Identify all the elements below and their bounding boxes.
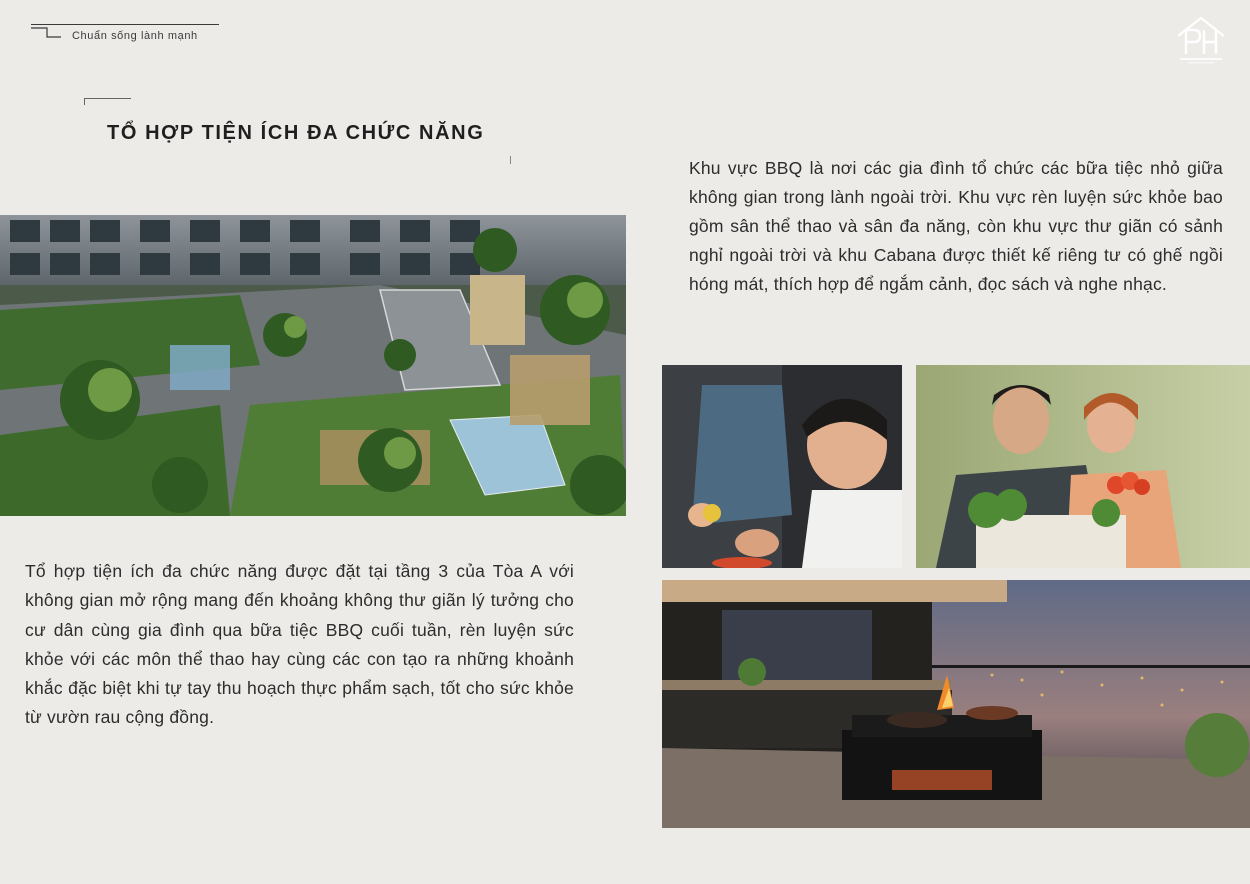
header-rule [31, 24, 219, 25]
amenity-description: Tổ hợp tiện ích đa chức năng được đặt tại tầng 3 của Tòa A với không gian mở rộng mang đến khoảng không thư giãn lý tưởng cho cư dân cùng gia đình qua bữa tiệc BBQ cuối tuần, rèn luyện sức khỏe với các môn thể thao hay cùng các con tạo ra những khoảnh khắc đặc biệt khi tự tay thu hoạch thực phẩm sạch, tốt cho sức khỏe từ vườn rau cộng đồng. [25, 561, 574, 728]
header-bracket-icon [31, 27, 61, 39]
section-title: TỔ HỢP TIỆN ÍCH ĐA CHỨC NĂNG [107, 122, 485, 144]
rooftop-grill-image [662, 580, 1250, 828]
kid-bbq-image [662, 365, 902, 568]
couple-harvest-image [916, 365, 1250, 568]
ph-monogram-logo-icon [1170, 14, 1232, 66]
title-tick-mark [510, 156, 511, 164]
rooftop-aerial-image [0, 215, 626, 516]
header-tagline: Chuẩn sống lành mạnh [72, 30, 198, 42]
title-corner-mark [84, 98, 131, 105]
bbq-description: Khu vực BBQ là nơi các gia đình tổ chức các bữa tiệc nhỏ giữa không gian trong lành ngoài trời. Khu vực rèn luyện sức khỏe bao gồm sân thể thao và sân đa năng, còn khu vực thư giãn có sảnh nghỉ ngoài trời và khu Cabana được thiết kế riêng tư có ghế ngồi hóng mát, thích hợp để ngắm cảnh, đọc sách và nghe nhạc. [689, 158, 1223, 294]
